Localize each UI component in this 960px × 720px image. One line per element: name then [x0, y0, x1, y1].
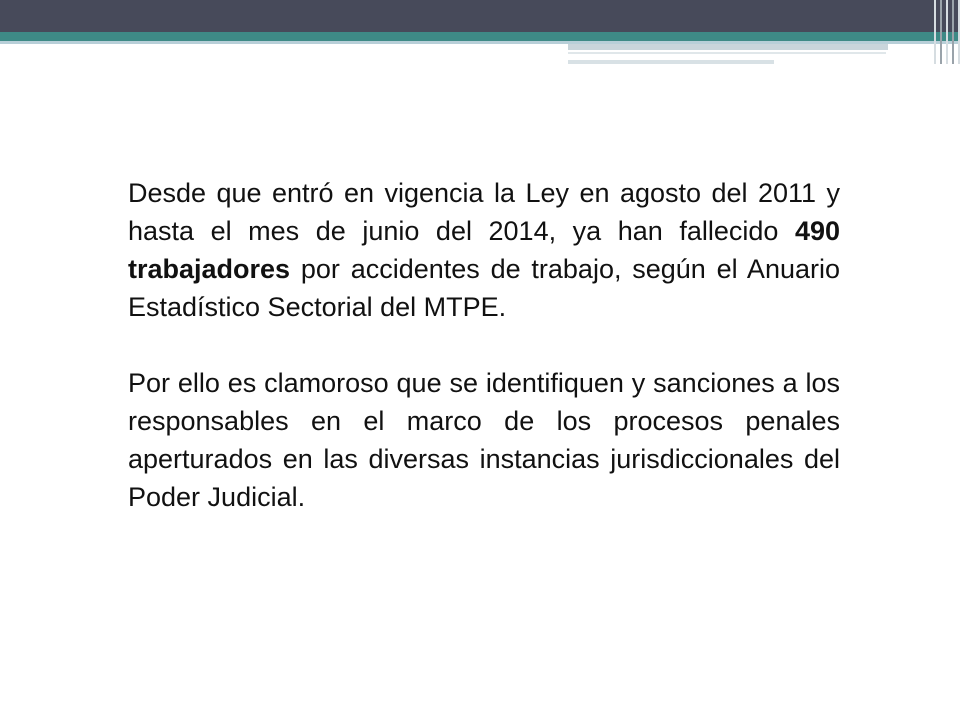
stripe: [952, 0, 954, 64]
highlight-count: 490 trabajadores: [128, 216, 840, 284]
paragraph-1-text-end: por accidentes de trabajo, según el Anuario Estadístico Sectorial del MTPE.: [128, 254, 840, 322]
paragraph-1: [128, 174, 840, 326]
decorative-sub-bar: [568, 44, 888, 50]
stripe: [946, 0, 948, 64]
decorative-sub-bar-short: [568, 60, 774, 64]
header-bar: [0, 0, 960, 32]
header-accent-bar: [0, 32, 960, 41]
slide-body: [128, 174, 840, 554]
decorative-sub-line: [568, 52, 886, 54]
paragraph-1-text-start: Desde que entró en vigencia la Ley en agosto del 2011 y hasta el mes de junio del 2014, ya han fallecido: [128, 178, 840, 246]
stripe: [940, 0, 942, 64]
stripe: [934, 0, 936, 64]
paragraph-2: Por ello es clamoroso que se identifiquen y sanciones a los responsables en el marco de los procesos penales aperturados en las diversas instancias jurisdiccionales del Poder Judicial.: [128, 368, 840, 512]
decorative-stripes: [934, 0, 960, 64]
